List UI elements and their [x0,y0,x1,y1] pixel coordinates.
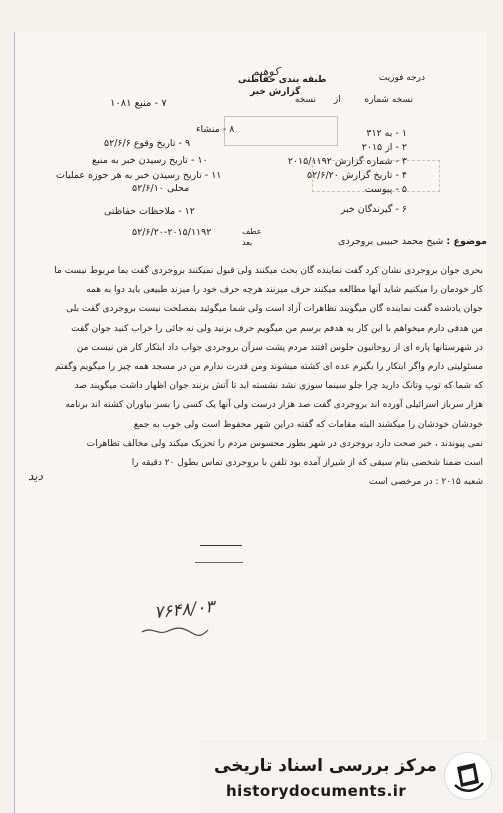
copy-number-label: نسخه شماره از نسخه [294,95,413,105]
separator-line-2 [195,562,243,563]
body-line: جوان یادشده گفت نماینده گان میگویند تظاهرات آزاد است ولی شما میگوئید بمصلحت نیست بروجردی گفت بلی [66,304,483,315]
field-date-received-by-ops: ۱۱ - تاریخ رسیدن خبر به هر حوزه عملیات [56,170,222,181]
archive-logo-text: مرکز بررسی اسناد تاریخی [214,756,437,776]
faint-stamp-impression [224,116,338,146]
body-line: بحری جوان بروجردی نشان کرد گفت نماینده گان بحث میکنند ولی قبول نمیکنند بروجردی گفت بما مربوط نیست ما [54,266,483,276]
body-line: در شهرستانها پاره ای از روحانیون جلوس افتند مردم پشت سرآن بروجردی جواب داد ابتکار کار من نیست من [76,342,483,353]
field-attachment: ۵ - پیوست [364,184,407,195]
document-title: طبقه بندی حفاظتی [238,75,327,85]
margin-handwritten-note: دید [28,469,43,483]
field-date-received-by-source: ۱۰ - تاریخ رسیدن خبر به منبع [92,155,208,166]
field-local-date: محلی ۵۲/۶/۱۰ [132,183,190,194]
body-line: هزار سرباز اسرائیلی آورده اند بروجردی گفت صد هزار درست ولی آنها یک کسی را بسر بیاوران کشته اند برنامه [65,400,483,411]
body-line: شعبه ۲۰۱۵ : در مرخصی است [368,477,483,488]
reference-sub: بعد [242,238,253,247]
field-security-notes: ۱۲ - ملاحظات حفاظتی [104,206,195,217]
field-occurrence-date: ۹ - تاریخ وقوع ۵۲/۶/۶ [104,138,191,149]
body-line: نمی پیوندند ، خبر صحت دارد بروجردی در شهر بطور محسوس مردم را تحریک میکند ولی مخالف تظاهرات [86,438,483,449]
body-line: است ضمنا شخصی بنام سیقی که از شیراز آمده بود تلفن با بروجردی تماس بطول ۲۰ دقیقه را [131,457,483,468]
reference-label: عطف [242,227,262,236]
field-from: ۲ - از ۲۰۱۵ [361,142,407,153]
report-body [53,262,483,492]
body-line: من هدفی دارم میخواهم با این کار به هدفم برسم من میگویم حرف بزنید ولی نه جائی را خراب کنید جوان گفت [71,323,483,334]
report-type-title: گزارش خبر [250,87,301,97]
body-line: مسئولیتی دارم واگر ابتکار را بگیرم عده ای کشته میشوند ومن قدرت ندارم من در مسجد همه چیز را میگویم وگفتم [55,361,483,372]
field-report-date: ۴ - تاریخ گزارش ۵۲/۶/۲۰ [306,170,407,181]
reference-value: ۵۲/۶/۲۰-۲۰۱۵/۱۱۹۲ [132,227,212,238]
field-recipients: ۶ - گیرندگان خبر [340,204,407,215]
signature-scribble-icon [140,624,210,638]
field-source: ۷ - منبع ۱۰۸۱ [110,98,167,109]
priority-label: درجه فوریت [378,73,425,83]
field-to: ۱ - به ۳۱۲ [366,128,407,139]
handwritten-top-note: کوهیم [252,65,280,78]
handwritten-signature-number: ۷۶۴۸/۰۳ [153,596,216,624]
archive-logo-icon [444,752,492,800]
field-origin: ۸ - منشاء [196,124,235,135]
body-line: خودشان خودشان را میکشند البته مقامات که گفته دراین شهر محفوظ است ولی خوب به جمع [133,419,483,430]
body-line: کار خودمان را میکنیم شاید آنها مطالعه میکنند حرف میزنند هرچه حرف خود را میزند طبیعی باید دوا به همه [86,285,483,296]
subject-line: موضوع : شیخ محمد حبیبی بروجردی [338,236,487,247]
archive-url: historydocuments.ir [226,782,407,800]
field-report-number: ۳ - شماره گزارش ۲۰۱۵/۱۱۹۲ [287,156,407,167]
body-line: که شما که توپ وتانک دارید چرا جلو سینما سوزی نشد نشسته اید تا آتش بزنند جوان اظهار داشت میگویند صد [74,381,483,392]
separator-line [200,545,242,546]
